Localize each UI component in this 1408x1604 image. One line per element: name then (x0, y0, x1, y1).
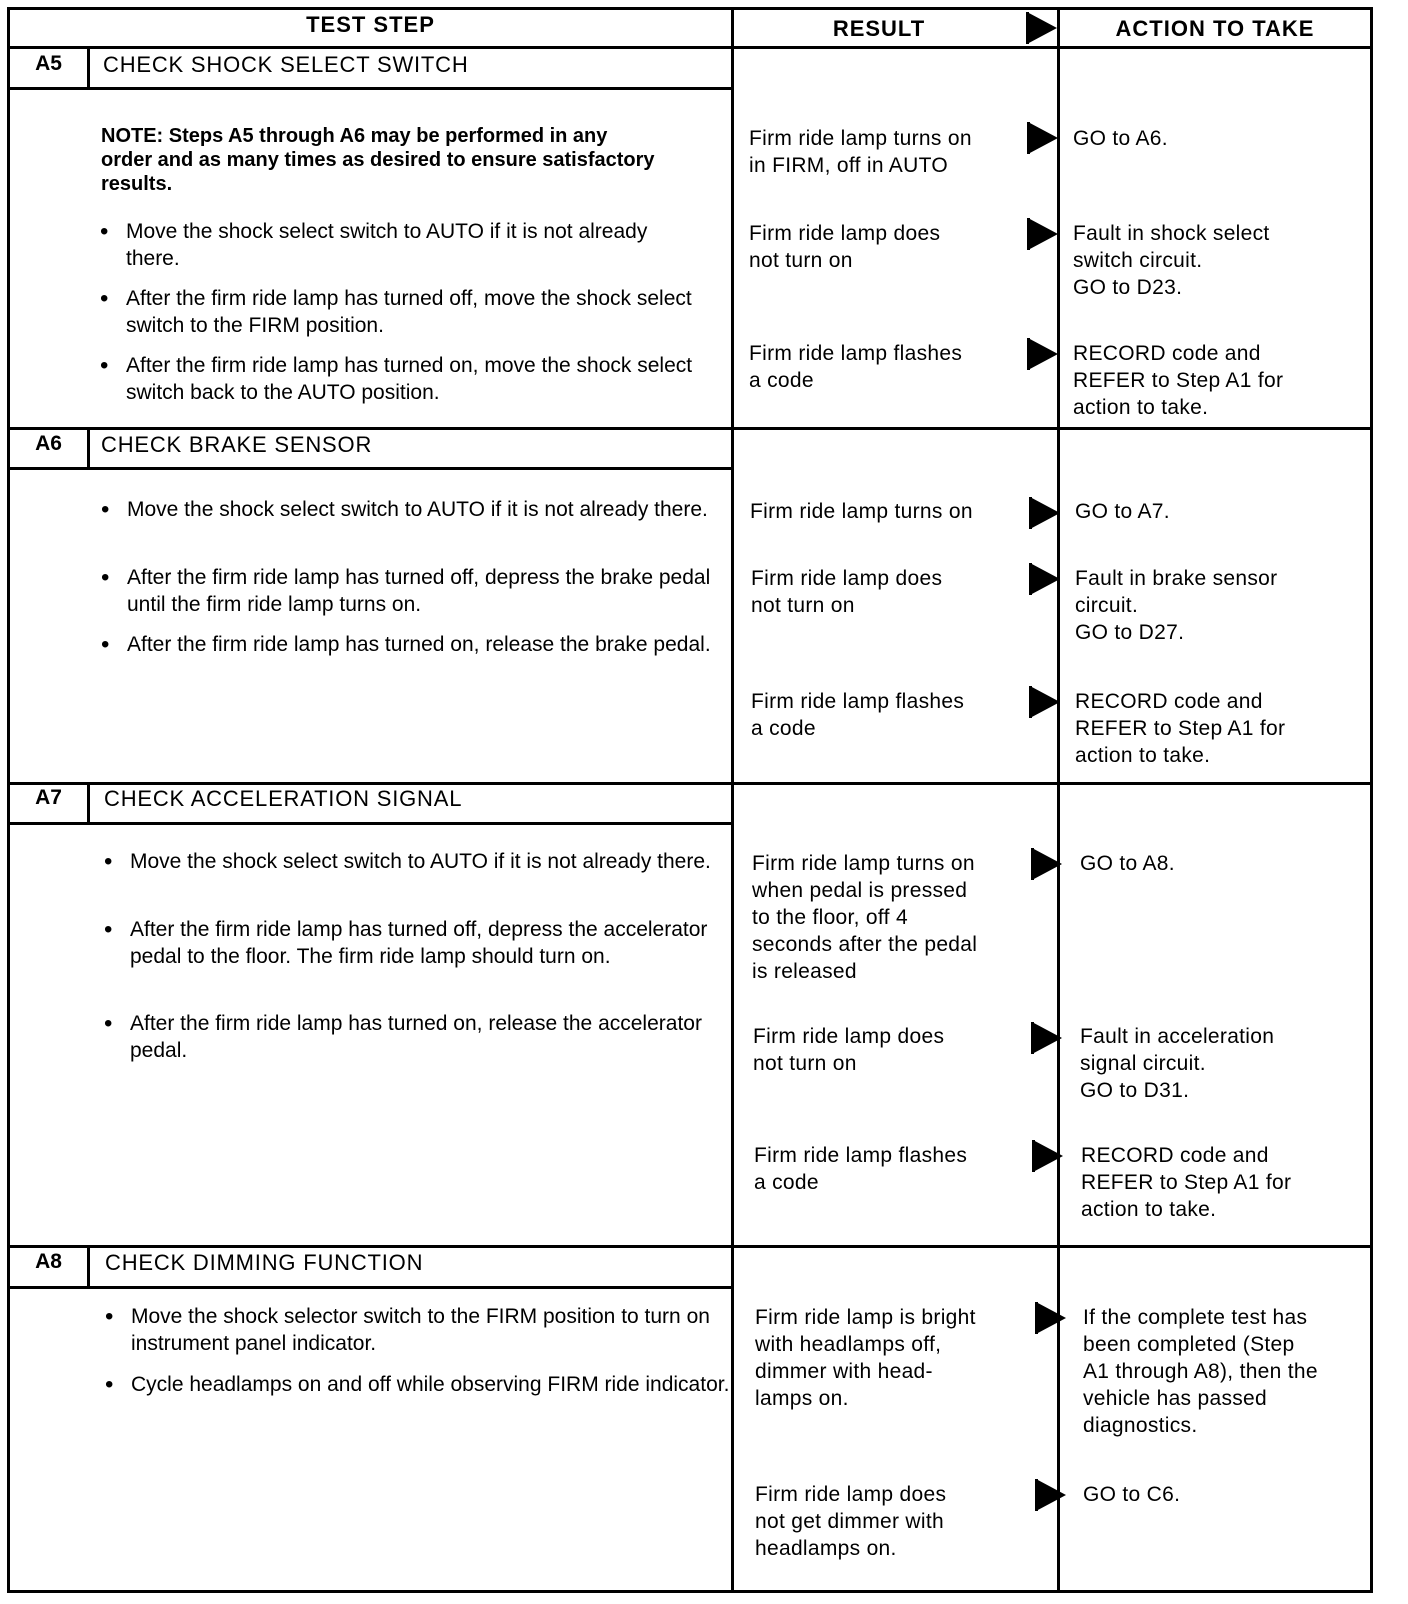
section-divider (7, 427, 1373, 430)
action-text: RECORD code and REFER to Step A1 for action to take. (1081, 1144, 1292, 1221)
result-arrow-icon (1033, 1140, 1063, 1172)
step-bullet: • Move the shock selector switch to the FIRM position to turn on instrument panel indicator. (105, 1303, 746, 1357)
action-text: GO to A6. (1073, 127, 1168, 150)
step-bullet: • After the firm ride lamp has turned off, depress the accelerator pedal to the floor. The firm ride lamp should turn on. (104, 916, 730, 970)
step-note (101, 124, 661, 196)
result-text: Firm ride lamp flashes a code (754, 1144, 968, 1194)
result-arrow-icon (1028, 122, 1058, 154)
action-text: GO to A8. (1080, 852, 1175, 875)
table-top-border (7, 7, 1373, 10)
header-arrow-icon (1027, 12, 1057, 44)
result-text: Firm ride lamp turns on when pedal is pressed to the floor, off 4 seconds after the pedal is released (752, 852, 978, 983)
result-text: Firm ride lamp flashes a code (749, 342, 963, 392)
action-text: RECORD code and REFER to Step A1 for action to take. (1073, 342, 1284, 419)
result-text: Firm ride lamp does not turn on (753, 1025, 945, 1075)
result-arrow-icon (1032, 848, 1062, 880)
action-text: Fault in shock select switch circuit. GO to D23. (1073, 222, 1270, 299)
step-id-divider (87, 427, 90, 469)
result-arrow-icon (1030, 497, 1060, 529)
action-text: Fault in acceleration signal circuit. GO to D31. (1080, 1025, 1275, 1102)
step-bullet: • After the firm ride lamp has turned on, release the accelerator pedal. (104, 1010, 730, 1064)
step-title: CHECK BRAKE SENSOR (101, 432, 373, 457)
header-action-to-take: ACTION TO TAKE (1115, 16, 1315, 41)
section-divider (7, 1245, 1373, 1248)
step-id-divider (87, 1245, 90, 1288)
step-title-rule (7, 87, 734, 90)
table-right-border (1370, 7, 1373, 1593)
step-title-rule (7, 822, 734, 825)
step-bullet: • After the firm ride lamp has turned off, move the shock select switch to the FIRM position. (100, 285, 706, 339)
result-arrow-icon (1030, 563, 1060, 595)
action-text: RECORD code and REFER to Step A1 for action to take. (1075, 690, 1286, 767)
result-text: Firm ride lamp does not get dimmer with headlamps on. (755, 1483, 947, 1560)
step-title-rule (7, 1286, 734, 1289)
step-bullet: • After the firm ride lamp has turned on, move the shock select switch back to the AUTO position. (100, 352, 726, 406)
step-title: CHECK SHOCK SELECT SWITCH (103, 52, 469, 77)
step-bullet: • Move the shock select switch to AUTO if it is not already there. (101, 496, 727, 523)
result-text: Firm ride lamp flashes a code (751, 690, 965, 740)
header-test-step: TEST STEP (306, 12, 435, 37)
header-bottom-border (7, 46, 1373, 49)
note-text: Steps A5 through A6 may be performed in any order and as many times as desired to ensure satisfactory results. (101, 125, 655, 195)
step-title: CHECK ACCELERATION SIGNAL (104, 786, 463, 811)
result-arrow-icon (1030, 686, 1060, 718)
step-id-divider (87, 46, 90, 89)
step-id-divider (87, 782, 90, 824)
result-text: Firm ride lamp does not turn on (751, 567, 943, 617)
step-id: A8 (35, 1250, 62, 1273)
step-bullet: • Cycle headlamps on and off while observing FIRM ride indicator. (105, 1371, 731, 1398)
step-id: A7 (35, 786, 62, 809)
step-bullet: • After the firm ride lamp has turned on, release the brake pedal. (101, 631, 727, 658)
step-bullet: • After the firm ride lamp has turned off, depress the brake pedal until the firm ride lamp turns on. (101, 564, 727, 618)
result-arrow-icon (1036, 1479, 1066, 1511)
step-bullet: • Move the shock select switch to AUTO if it is not already there. (100, 218, 706, 272)
result-arrow-icon (1036, 1302, 1066, 1334)
section-divider (7, 782, 1373, 785)
action-text: GO to A7. (1075, 500, 1170, 523)
result-arrow-icon (1028, 218, 1058, 250)
action-text: Fault in brake sensor circuit. GO to D27. (1075, 567, 1278, 644)
step-bullet: • Move the shock select switch to AUTO if it is not already there. (104, 848, 720, 875)
header-result: RESULT (832, 16, 926, 41)
result-text: Firm ride lamp turns on in FIRM, off in AUTO (749, 127, 972, 177)
result-text: Firm ride lamp is bright with headlamps off, dimmer with head- lamps on. (755, 1306, 976, 1410)
table-bottom-border (7, 1590, 1373, 1593)
step-id: A6 (35, 432, 62, 455)
action-text: If the complete test has been completed (Step A1 through A8), then the vehicle has passed diagnostics. (1083, 1306, 1318, 1437)
result-text: Firm ride lamp turns on (750, 500, 973, 523)
step-id: A5 (35, 52, 62, 75)
step-title-rule (7, 467, 734, 470)
result-text: Firm ride lamp does not turn on (749, 222, 941, 272)
action-text: GO to C6. (1083, 1483, 1181, 1506)
note-label: NOTE: (101, 125, 164, 147)
result-arrow-icon (1032, 1022, 1062, 1054)
result-arrow-icon (1028, 338, 1058, 370)
step-title: CHECK DIMMING FUNCTION (105, 1250, 424, 1275)
